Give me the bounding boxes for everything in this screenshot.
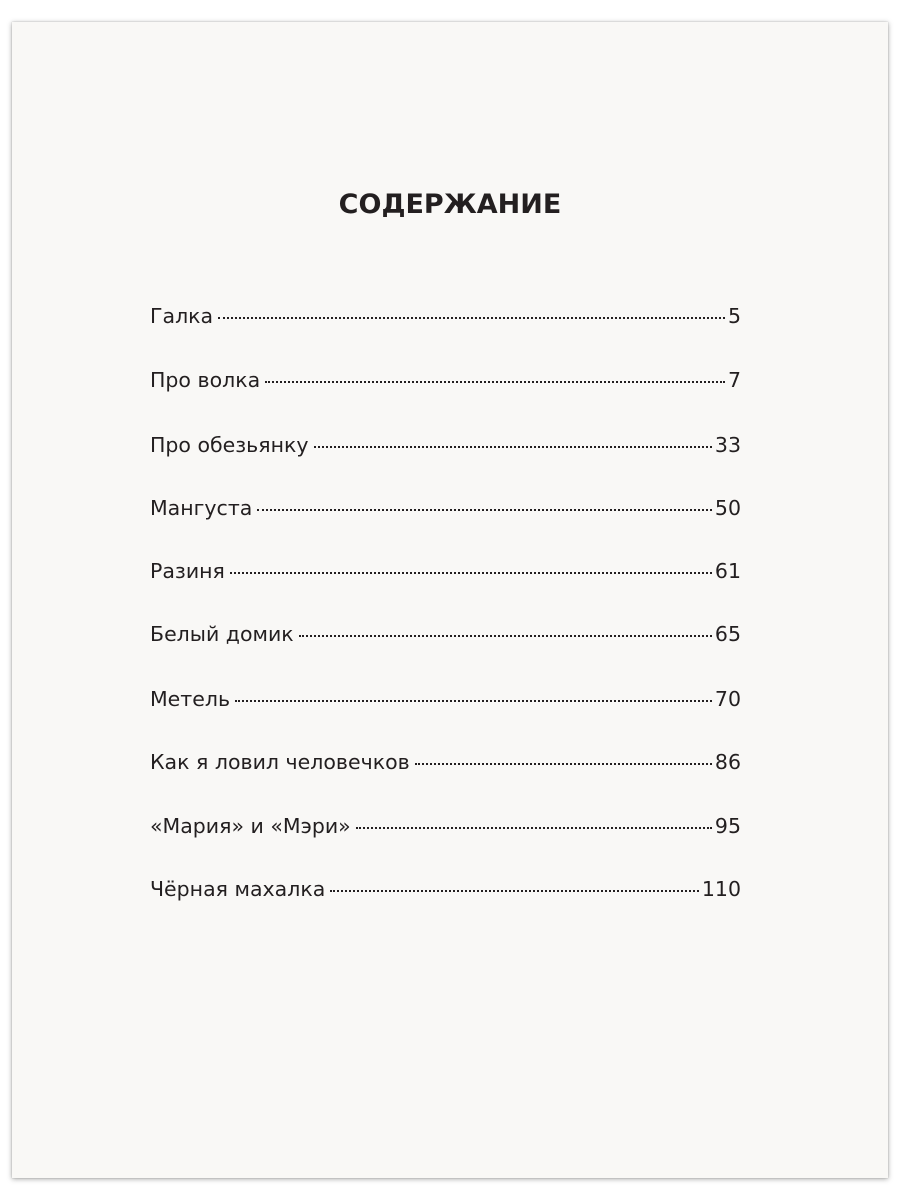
toc-entry — [150, 750, 741, 814]
toc-entry-page: 110 — [701, 877, 741, 901]
page-title: СОДЕРЖАНИЕ — [338, 189, 562, 220]
table-of-contents — [150, 304, 741, 941]
toc-entry — [150, 433, 741, 496]
dot-leader — [356, 827, 712, 829]
toc-entry — [150, 304, 741, 368]
toc-entry-page: 33 — [714, 433, 741, 457]
toc-entry-title: Метель — [150, 687, 231, 711]
toc-entry-title: Галка — [150, 304, 214, 328]
dot-leader — [314, 446, 712, 448]
toc-entry — [150, 687, 741, 750]
toc-entry — [150, 559, 741, 622]
toc-entry — [150, 814, 741, 877]
toc-entry-page: 70 — [714, 687, 741, 711]
dot-leader — [218, 317, 725, 319]
toc-entry-title: Про волка — [150, 368, 261, 392]
dot-leader — [230, 572, 712, 574]
dot-leader — [415, 763, 712, 765]
toc-entry-page: 5 — [727, 304, 741, 328]
toc-entry-title: Белый домик — [150, 622, 294, 646]
toc-entry-title: Чёрная махалка — [150, 877, 326, 901]
toc-entry — [150, 877, 741, 941]
dot-leader — [235, 700, 712, 702]
dot-leader — [257, 509, 712, 511]
toc-entry — [150, 496, 741, 559]
toc-entry-title: Разиня — [150, 559, 225, 583]
toc-entry — [150, 622, 741, 687]
dot-leader — [330, 890, 699, 892]
toc-entry-title: «Мария» и «Мэри» — [150, 814, 351, 838]
toc-entry-title: Как я ловил человечков — [150, 750, 410, 774]
toc-entry — [150, 368, 741, 433]
toc-entry-page: 50 — [714, 496, 741, 520]
dot-leader — [265, 381, 725, 383]
toc-entry-page: 86 — [714, 750, 741, 774]
toc-entry-page: 61 — [714, 559, 741, 583]
dot-leader — [299, 635, 712, 637]
book-page — [12, 22, 888, 1178]
toc-entry-title: Про обезьянку — [150, 433, 309, 457]
toc-entry-title: Мангуста — [150, 496, 253, 520]
toc-entry-page: 65 — [714, 622, 741, 646]
toc-entry-page: 95 — [714, 814, 741, 838]
toc-entry-page: 7 — [727, 368, 741, 392]
